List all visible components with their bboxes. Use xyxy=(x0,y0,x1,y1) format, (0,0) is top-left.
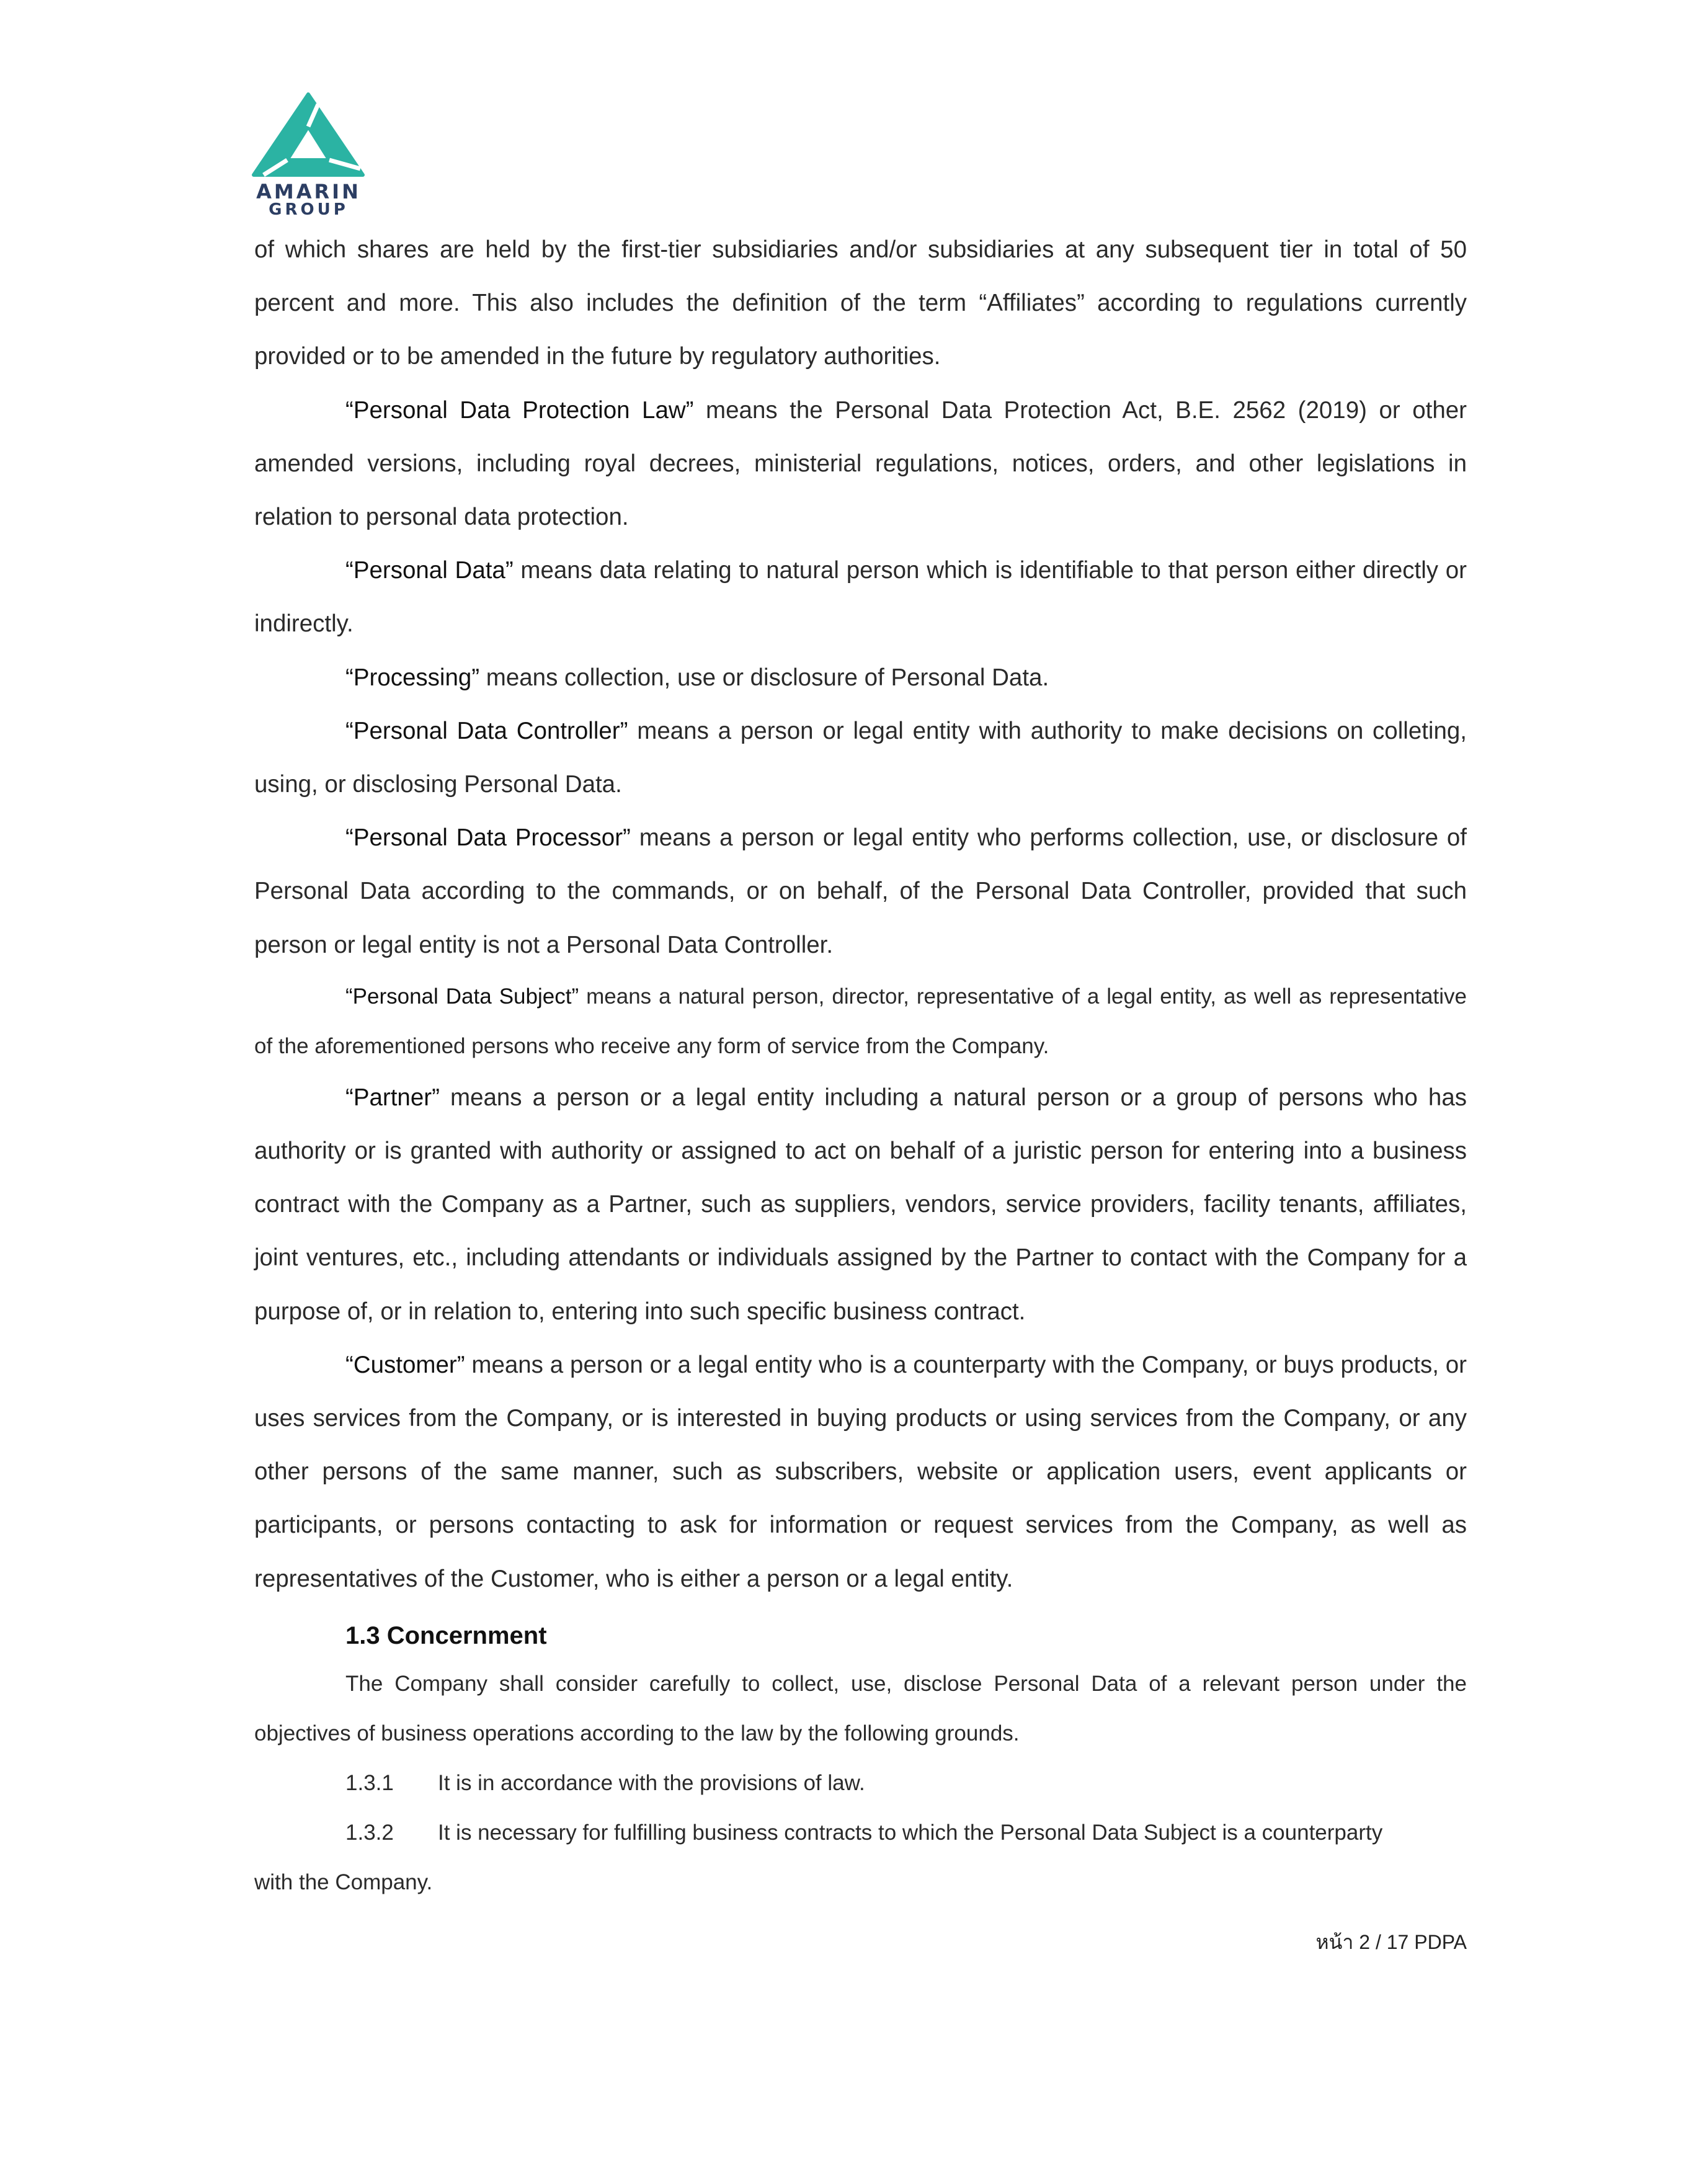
page-footer: หน้า 2 / 17 PDPA xyxy=(1315,1931,1467,1953)
definition-personal-data-subject xyxy=(254,972,1467,1071)
paragraph-affiliates-continued: of which shares are held by the first-tier subsidiaries and/or subsidiaries at any subsequent tier in total of 50 percent and more. This also includes the definition of the term “Affiliates” according to regulations currently provided or to be amended in the future by regulatory authorities. xyxy=(254,236,1467,370)
clause-continuation: with the Company. xyxy=(254,1870,433,1894)
definition-personal-data-protection-law xyxy=(254,384,1467,545)
clause-item xyxy=(254,1808,1467,1858)
clause-text: It is necessary for fulfilling business contracts to which the Personal Data Subject is a counterparty xyxy=(438,1820,1383,1845)
definition-text: means a person or a legal entity including a natural person or a group of persons who has authority or is granted with authority or assigned to act on behalf of a juristic person for entering into a business contract with the Company as a Partner, such as suppliers, vendors, service providers, facility tenants, affiliates, joint ventures, etc., including attendants or individuals assigned by the Partner to contact with the Company for a purpose of, or in relation to, entering into such specific business contract. xyxy=(254,1084,1467,1325)
definition-text: means a person or legal entity who performs collection, use, or disclosure of Personal Data according to the commands, or on behalf, of the Personal Data Controller, provided that such person or legal entity is not a Personal Data Controller. xyxy=(254,824,1467,958)
definition-personal-data-controller xyxy=(254,705,1467,811)
clause-number: 1.3.1 xyxy=(345,1770,394,1795)
clause-number: 1.3.2 xyxy=(345,1820,394,1845)
amarin-group-logo xyxy=(251,92,366,222)
definition-processing xyxy=(254,651,1467,705)
definition-text: means a person or a legal entity who is a counterparty with the Company, or buys products, or uses services from the Company, or is interested in buying products or using services from the Company, or any other persons of the same manner, such as subscribers, website or application users, event applicants or participants, or persons contacting to ask for information or request services from the Company, as well as representatives of the Customer, who is either a person or a legal entity. xyxy=(254,1351,1467,1592)
triangle-logo-icon xyxy=(251,92,366,179)
term-label: “Customer” xyxy=(345,1351,465,1378)
clause-text: It is in accordance with the provisions of law. xyxy=(438,1770,865,1795)
definition-personal-data-processor xyxy=(254,811,1467,972)
definition-customer xyxy=(254,1339,1467,1606)
section-intro: The Company shall consider carefully to collect, use, disclose Personal Data of a relevant person under the objectives of business operations according to the law by the following grounds. xyxy=(254,1671,1467,1745)
definition-text: means a natural person, director, representative of a legal entity, as well as representative of the aforementioned persons who receive any form of service from the Company. xyxy=(254,984,1467,1058)
term-label: “Personal Data Processor” xyxy=(345,824,631,852)
term-label: “Personal Data Subject” xyxy=(345,984,579,1009)
clause-list xyxy=(254,1758,1467,1907)
definition-text: means the Personal Data Protection Act, B.E. 2562 (2019) or other amended versions, including royal decrees, ministerial regulations, notices, orders, and other legislations in relation to personal data protection. xyxy=(254,396,1467,531)
definition-text: means a person or legal entity with authority to make decisions on colleting, using, or disclosing Personal Data. xyxy=(254,717,1467,798)
definition-partner xyxy=(254,1071,1467,1339)
clause-item xyxy=(254,1758,1467,1808)
document-body xyxy=(254,223,1467,1907)
logo-wordmark-group: GROUP xyxy=(269,200,349,219)
term-label: “Personal Data Controller” xyxy=(345,717,628,744)
term-label: “Personal Data Protection Law” xyxy=(345,396,694,424)
term-label: “Partner” xyxy=(345,1084,440,1111)
definition-personal-data xyxy=(254,544,1467,651)
definition-text: means collection, use or disclosure of Personal Data. xyxy=(479,664,1049,691)
section-heading: 1.3 Concernment xyxy=(345,1621,547,1649)
logo-wordmark-amarin: AMARIN xyxy=(256,180,361,203)
term-label: “Personal Data” xyxy=(345,557,514,584)
definition-text: means data relating to natural person which is identifiable to that person either directly or indirectly. xyxy=(254,557,1467,638)
term-label: “Processing” xyxy=(345,664,480,691)
